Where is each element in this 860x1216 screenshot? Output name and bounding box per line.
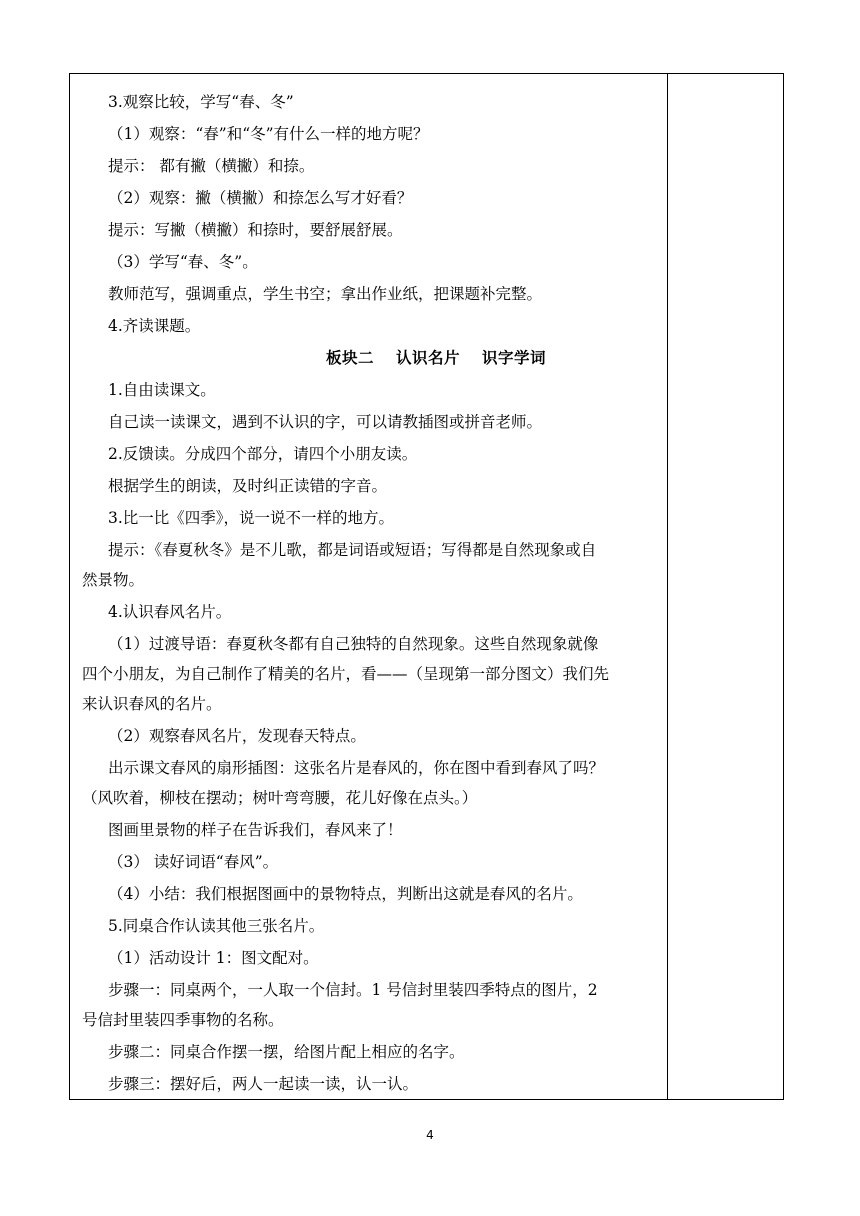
column-divider xyxy=(667,74,668,1099)
text-line: 图画里景物的样子在告诉我们，春风来了！ xyxy=(108,821,403,839)
text-line: 提示： 都有撇（横撇）和捺。 xyxy=(108,157,315,175)
text-line: 4.认识春风名片。 xyxy=(108,603,232,621)
text-line: （1）活动设计 1：图文配对。 xyxy=(108,949,319,967)
text-line: 3.观察比较，学写“春、冬” xyxy=(108,93,294,111)
text-line: 教师范写，强调重点，学生书空；拿出作业纸，把课题补完整。 xyxy=(108,285,543,303)
text-line: 然景物。 xyxy=(82,571,145,589)
text-line: （4）小结：我们根据图画中的景物特点，判断出这就是春风的名片。 xyxy=(108,885,583,903)
text-line: 3.比一比《四季》，说一说不一样的地方。 xyxy=(108,509,395,527)
text-line: 根据学生的朗读，及时纠正读错的字音。 xyxy=(108,477,388,495)
section-heading xyxy=(326,348,568,368)
text-line: 四个小朋友，为自己制作了精美的名片，看——（呈现第一部分图文）我们先 xyxy=(82,665,610,683)
text-line: 自己读一读课文，遇到不认识的字，可以请教插图或拼音老师。 xyxy=(108,413,543,431)
section-heading-part: 认识名片 xyxy=(396,348,461,367)
text-line: 步骤一：同桌两个，一人取一个信封。1 号信封里装四季特点的图片，2 xyxy=(108,981,598,999)
text-line: （2）观察春风名片，发现春天特点。 xyxy=(108,727,366,745)
text-line: 提示：《春夏秋冬》是不儿歌，都是词语或短语；写得都是自然现象或自 xyxy=(108,541,597,559)
page-number: 4 xyxy=(426,1128,434,1142)
text-line: 1.自由读课文。 xyxy=(108,381,216,399)
text-line: 5.同桌合作认读其他三张名片。 xyxy=(108,917,325,935)
text-line: 4.齐读课题。 xyxy=(108,317,201,335)
text-line: 提示：写撇（横撇）和捺时，要舒展舒展。 xyxy=(108,221,403,239)
text-line: 步骤三：摆好后，两人一起读一读，认一认。 xyxy=(108,1075,419,1093)
text-line: （风吹着，柳枝在摆动；树叶弯弯腰，花儿好像在点头。） xyxy=(82,789,478,807)
text-line: 2.反馈读。分成四个部分，请四个小朋友读。 xyxy=(108,445,418,463)
text-line: 步骤二：同桌合作摆一摆，给图片配上相应的名字。 xyxy=(108,1043,465,1061)
text-line: （3）学写“春、冬”。 xyxy=(108,253,258,271)
text-line: （3） 读好词语“春风”。 xyxy=(108,853,279,871)
section-heading-part: 识字学词 xyxy=(482,348,547,367)
text-line: 出示课文春风的扇形插图：这张名片是春风的，你在图中看到春风了吗？ xyxy=(108,759,605,777)
text-line: 号信封里装四季事物的名称。 xyxy=(82,1011,284,1029)
text-line: 来认识春风的名片。 xyxy=(82,695,222,713)
section-heading-part: 板块二 xyxy=(326,348,375,367)
text-line: （1）观察：“春”和“冬”有什么一样的地方呢？ xyxy=(108,125,429,143)
text-line: （2）观察：撇（横撇）和捺怎么写才好看？ xyxy=(108,189,413,207)
lesson-plan-table xyxy=(69,73,784,1100)
text-line: （1）过渡导语：春夏秋冬都有自己独特的自然现象。这些自然现象就像 xyxy=(108,635,599,653)
